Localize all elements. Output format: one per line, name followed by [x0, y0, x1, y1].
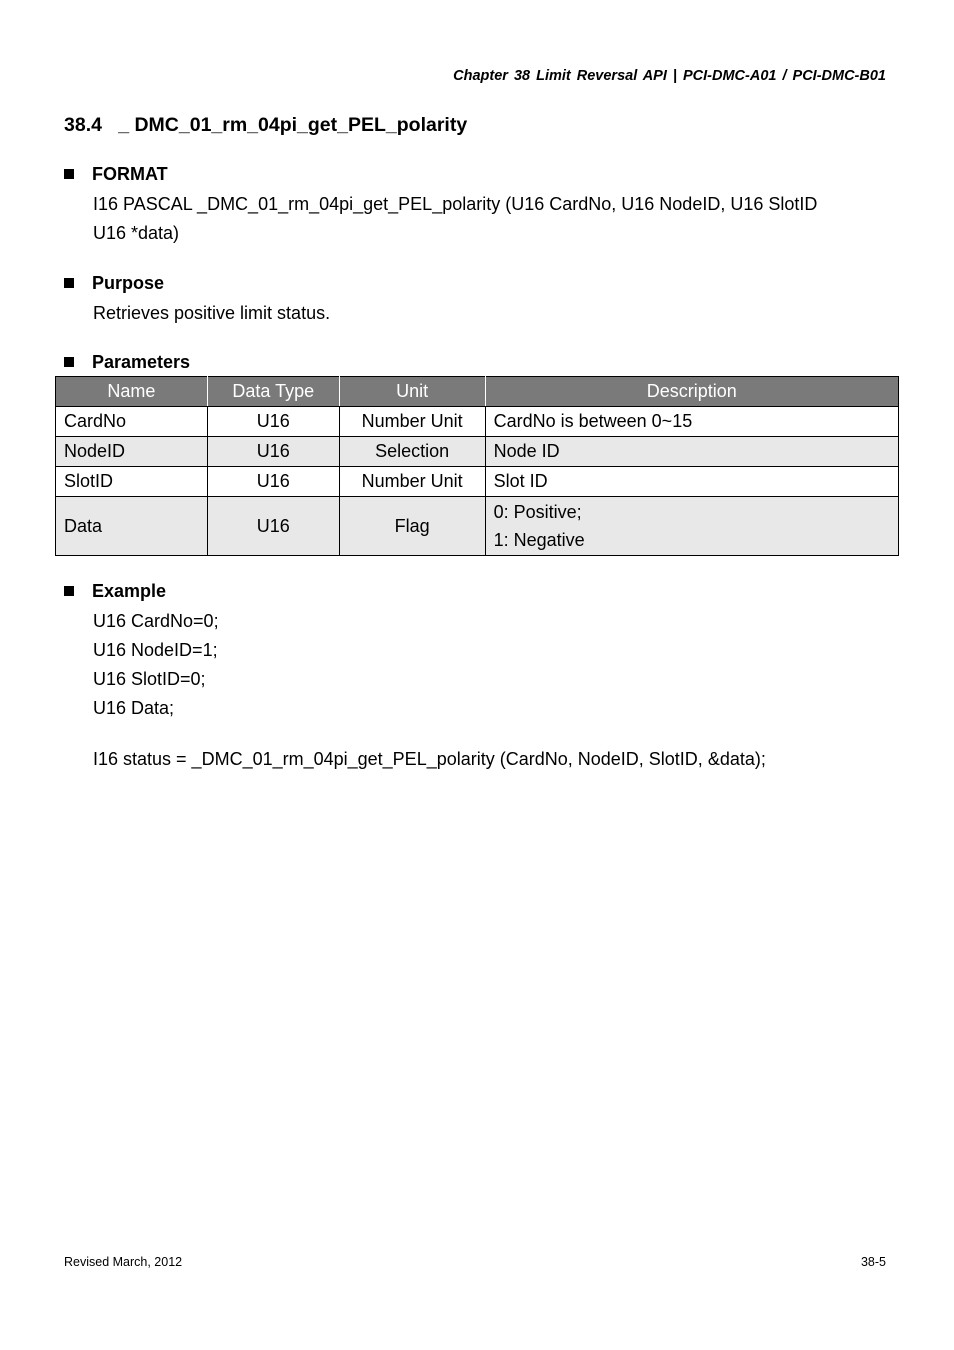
square-bullet-icon [64, 586, 74, 596]
param-name: SlotID [56, 467, 208, 497]
param-description: Node ID [485, 437, 898, 467]
format-heading-label: FORMAT [92, 163, 168, 184]
param-unit: Number Unit [339, 407, 485, 437]
example-heading-label: Example [92, 580, 167, 601]
table-row [56, 467, 899, 497]
param-type: U16 [207, 497, 339, 556]
purpose-text: Retrieves positive limit status. [93, 303, 331, 323]
parameters-heading-label: Parameters [92, 351, 191, 372]
param-name: CardNo [56, 407, 208, 437]
footer-page-number: 38-5 [860, 1255, 886, 1269]
param-description-line: 1: Negative [493, 530, 585, 550]
example-line: U16 NodeID=1; [93, 640, 218, 660]
param-unit: Flag [339, 497, 485, 556]
param-unit: Selection [339, 437, 485, 467]
param-description: CardNo is between 0~15 [485, 407, 898, 437]
purpose-heading [64, 270, 894, 296]
table-row [56, 497, 899, 556]
purpose-section [64, 270, 894, 328]
param-unit: Number Unit [339, 467, 485, 497]
example-heading [64, 578, 894, 604]
param-description: Slot ID [485, 467, 898, 497]
column-header-data-type: Data Type [207, 377, 339, 407]
param-type: U16 [207, 407, 339, 437]
column-header-unit: Unit [339, 377, 485, 407]
running-header: Chapter 38 Limit Reversal API | PCI-DMC-A01 / PCI-DMC-B01 [453, 68, 886, 84]
square-bullet-icon [64, 278, 74, 288]
example-section [64, 578, 894, 774]
footer-revision: Revised March, 2012 [64, 1255, 183, 1269]
table-row [56, 437, 899, 467]
section-title: 38.4 _ DMC_01_rm_04pi_get_PEL_polarity [64, 114, 468, 136]
table-row [56, 407, 899, 437]
square-bullet-icon [64, 169, 74, 179]
format-section [64, 161, 894, 248]
format-line-1: I16 PASCAL _DMC_01_rm_04pi_get_PEL_polarity (U16 CardNo, U16 NodeID, U16 SlotID [93, 194, 818, 214]
example-line: U16 Data; [93, 698, 175, 718]
example-call: I16 status = _DMC_01_rm_04pi_get_PEL_polarity (CardNo, NodeID, SlotID, &data); [93, 749, 766, 769]
param-description [485, 497, 898, 556]
example-line: U16 SlotID=0; [93, 669, 206, 689]
example-line: U16 CardNo=0; [93, 611, 219, 631]
parameters-heading [64, 349, 894, 375]
param-type: U16 [207, 437, 339, 467]
param-name: Data [56, 497, 208, 556]
parameters-section [64, 349, 894, 375]
column-header-description: Description [485, 377, 898, 407]
param-name: NodeID [56, 437, 208, 467]
parameters-table [55, 376, 899, 556]
table-header-row [56, 377, 899, 407]
param-description-line: 0: Positive; [493, 502, 582, 522]
param-type: U16 [207, 467, 339, 497]
purpose-heading-label: Purpose [92, 272, 165, 293]
square-bullet-icon [64, 357, 74, 367]
column-header-name: Name [56, 377, 208, 407]
format-line-2: U16 *data) [93, 223, 180, 243]
format-heading [64, 161, 894, 187]
